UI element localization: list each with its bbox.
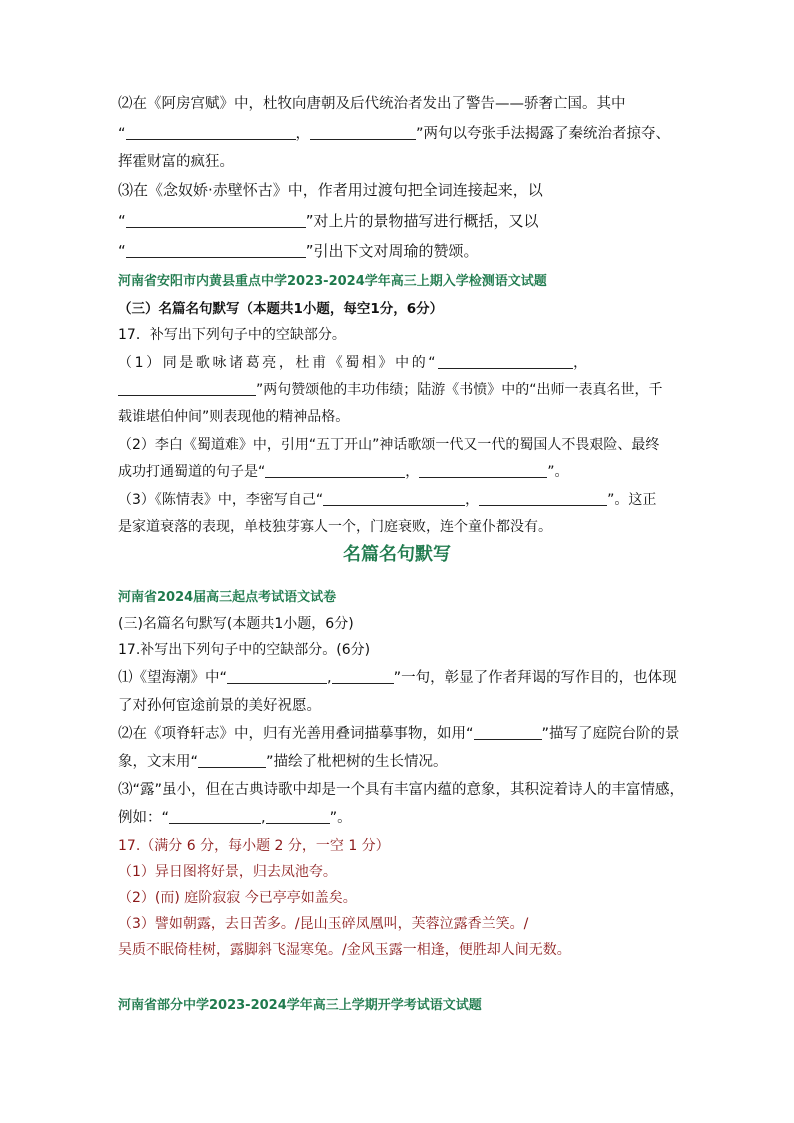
answer-blank[interactable] <box>126 125 296 140</box>
quote-open: “ <box>118 212 126 230</box>
text: 成功打通蜀道的句子是“ <box>118 464 266 480</box>
answer-blank[interactable] <box>419 463 547 478</box>
p2-s2-line2 <box>118 462 678 482</box>
answer-header: 17.（满分 6 分，每小题 2 分，一空 1 分） <box>118 838 390 854</box>
answer-blank[interactable] <box>227 669 327 684</box>
q2-line2 <box>118 124 678 144</box>
separator: ， <box>573 355 590 371</box>
answer-blank[interactable] <box>126 213 306 228</box>
source-title: 河南省2024届高三起点考试语文试卷 <box>118 590 337 605</box>
section-heading: （三）名篇名句默写（本题共1小题，每空1分，6分） <box>118 301 444 317</box>
answer-blank[interactable] <box>265 463 405 478</box>
answer-blank[interactable] <box>118 381 256 396</box>
text: ”。 <box>547 464 569 480</box>
text: ”两句以夸张手法揭露了秦统治者掠夺、 <box>416 126 671 142</box>
quote-open: “ <box>118 242 126 260</box>
text: ”对上片的景物描写进行概括，又以 <box>305 212 539 230</box>
q3-line2 <box>118 211 678 231</box>
answer-1: （1）异日图将好景，归去凤池夸。 <box>118 864 337 880</box>
text: ”。这正 <box>607 492 657 508</box>
section-heading: (三)名篇名句默写(本题共1小题，6分) <box>118 616 354 632</box>
answer-blank[interactable] <box>169 809 261 824</box>
text: 象，文末用“ <box>118 754 199 770</box>
p2-s3-line1 <box>118 490 678 510</box>
answer-blank[interactable] <box>474 725 542 740</box>
text: ”描写了庭院台阶的景 <box>541 726 680 742</box>
answer-blank[interactable] <box>266 809 330 824</box>
question-17: 17．补写出下列句子中的空缺部分。 <box>118 327 346 343</box>
separator: ， <box>295 126 311 142</box>
text: （3）《陈情表》中，李密写自己“ <box>118 492 324 508</box>
p2-s2-line1: （2）李白《蜀道难》中，引用“五丁开山”神话歌颂一代又一代的蜀国人不畏艰险、最终 <box>118 437 660 453</box>
separator: , <box>327 670 332 686</box>
p3-s1-line2: 了对孙何宦途前景的美好祝愿。 <box>118 698 321 714</box>
source-title: 河南省安阳市内黄县重点中学2023-2024学年高三上期入学检测语文试题 <box>118 274 547 289</box>
p2-s3-line2: 是家道衰落的表现，单枝独芽寡人一个，门庭衰败，连个童仆都没有。 <box>118 519 552 535</box>
source-title: 河南省部分中学2023-2024学年高三上学期开学考试语文试题 <box>118 998 482 1013</box>
text: ”。 <box>329 810 352 826</box>
p2-s1-line3: 载谁堪伯仲间”则表现他的精神品格。 <box>118 409 350 425</box>
answer-blank[interactable] <box>310 125 416 140</box>
q3-line3 <box>118 241 678 261</box>
p3-s1-line1 <box>118 668 678 688</box>
p3-s3-line1: ⑶“露”虽小，但在古典诗歌中却是一个具有丰富内蕴的意象，其积淀着诗人的丰富情感， <box>118 782 685 798</box>
p3-s3-line2 <box>118 808 678 828</box>
q3-line1: ⑶在《念奴娇·赤壁怀古》中，作者用过渡句把全词连接起来，以 <box>118 181 543 199</box>
text: ”一句，彰显了作者拜谒的写作目的，也体现 <box>393 670 677 686</box>
separator: ， <box>465 492 480 508</box>
answer-3a: （3）譬如朝露，去日苦多。/昆山玉碎凤凰叫，芙蓉泣露香兰笑。/ <box>118 916 529 932</box>
text: ”描绘了枇杷树的生长情况。 <box>266 754 448 770</box>
text: 例如：“ <box>118 810 170 826</box>
answer-blank[interactable] <box>198 753 266 768</box>
p2-s1-line1 <box>118 353 678 373</box>
q2-line1: ⑵在《阿房宫赋》中，杜牧向唐朝及后代统治者发出了警告——骄奢亡国。其中 <box>118 96 626 112</box>
answer-blank[interactable] <box>323 491 465 506</box>
page-title: 名篇名句默写 <box>343 544 451 565</box>
answer-blank[interactable] <box>126 243 306 258</box>
p3-s2-line2 <box>118 752 678 772</box>
answer-blank[interactable] <box>479 491 607 506</box>
text: （1）同是歌咏诸葛亮，杜甫《蜀相》中的“ <box>118 355 439 371</box>
answer-2: （2）(而) 庭阶寂寂 今已亭亭如盖矣。 <box>118 890 357 906</box>
quote-open: “ <box>118 126 126 142</box>
separator: ， <box>405 464 420 480</box>
p3-s2-line1 <box>118 724 678 744</box>
text: ”两句赞颂他的丰功伟绩；陆游《书愤》中的“出师一表真名世，千 <box>256 382 663 398</box>
answer-blank[interactable] <box>438 354 573 369</box>
answer-blank[interactable] <box>332 669 394 684</box>
p2-s1-line2 <box>118 380 678 400</box>
text: ”引出下文对周瑜的赞颂。 <box>305 242 479 260</box>
question-17: 17.补写出下列句子中的空缺部分。(6分) <box>118 642 371 658</box>
text: ⑴《望海潮》中“ <box>118 670 228 686</box>
text: ⑵在《项脊轩志》中，归有光善用叠词描摹事物，如用“ <box>118 726 474 742</box>
separator: , <box>261 810 266 826</box>
q2-line3: 挥霍财富的疯狂。 <box>118 154 234 170</box>
answer-3b: 吴质不眠倚桂树，露脚斜飞湿寒兔。/金风玉露一相逢，便胜却人间无数。 <box>118 942 571 958</box>
